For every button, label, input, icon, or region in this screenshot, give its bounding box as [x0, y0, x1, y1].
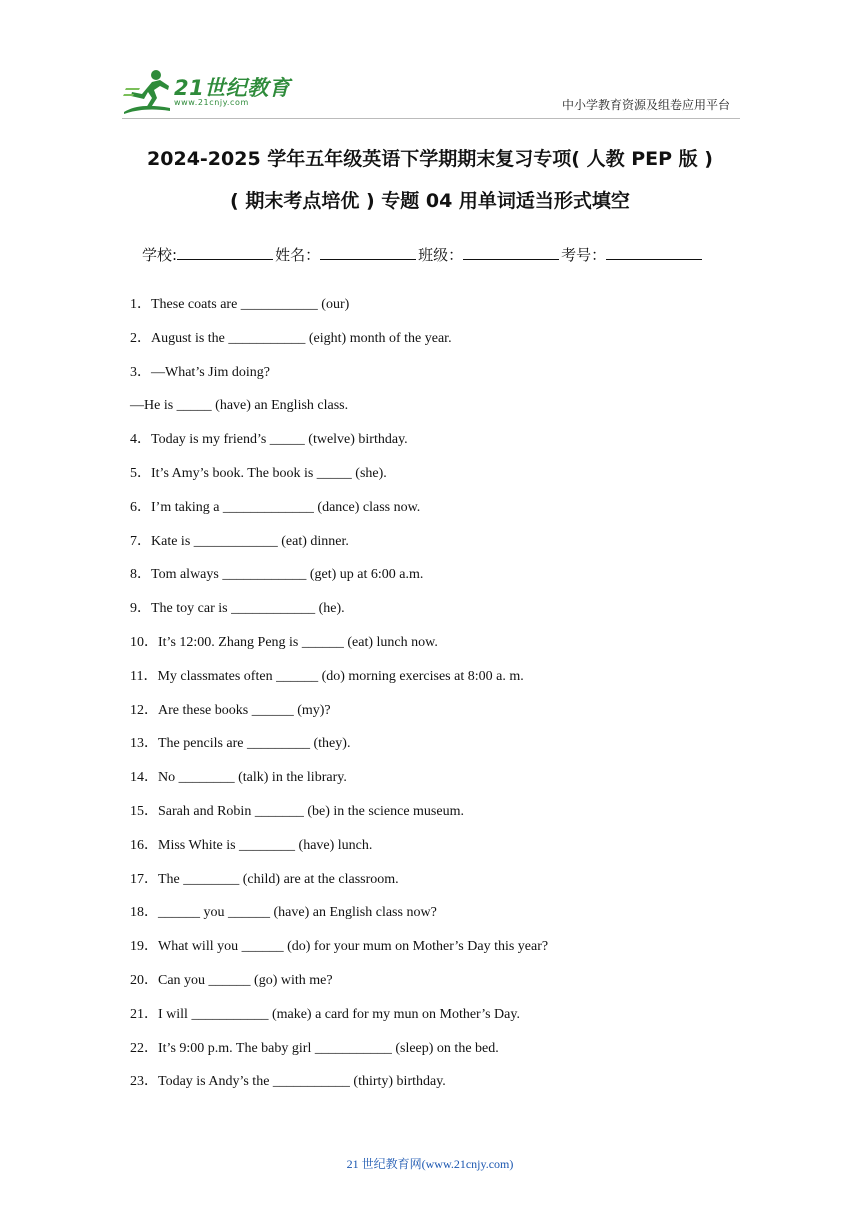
header-divider — [122, 118, 740, 119]
number-field[interactable] — [606, 245, 702, 260]
question-item: 6．I’m taking a _____________ (dance) class now. — [130, 499, 421, 515]
question-item: 12．Are these books ______ (my)? — [130, 702, 331, 718]
runner-icon — [122, 68, 174, 116]
question-item: 20．Can you ______ (go) with me? — [130, 972, 333, 988]
question-item: 18．______ you ______ (have) an English class now? — [130, 905, 437, 921]
question-item: 23．Today is Andy’s the ___________ (thirty) birthday. — [130, 1074, 446, 1090]
class-label: 班级： — [418, 246, 464, 264]
student-info-line — [142, 244, 704, 265]
question-item: 16．Miss White is ________ (have) lunch. — [130, 837, 373, 853]
question-item: 14．No ________ (talk) in the library. — [130, 770, 347, 786]
question-item: 19．What will you ______ (do) for your mum on Mother’s Day this year? — [130, 939, 549, 955]
question-item: 7．Kate is ____________ (eat) dinner. — [130, 533, 349, 549]
logo — [122, 68, 292, 116]
name-label: 姓名： — [275, 246, 321, 264]
question-item: 17．The ________ (child) are at the classroom. — [130, 871, 399, 887]
question-item: 9．The toy car is ____________ (he). — [130, 601, 345, 617]
logo-url: www.21cnjy.com — [174, 98, 249, 107]
number-label: 考号： — [561, 246, 607, 264]
footer-link[interactable]: 21 世纪教育网(www.21cnjy.com) — [346, 1157, 514, 1171]
school-field[interactable] — [177, 245, 273, 260]
name-field[interactable] — [320, 245, 416, 260]
question-item: 4．Today is my friend’s _____ (twelve) birthday. — [130, 432, 408, 448]
class-field[interactable] — [463, 245, 559, 260]
page-subtitle: ( 期末考点培优 ) 专题 04 用单词适当形式填空 — [230, 190, 630, 212]
page-header — [0, 0, 860, 125]
question-list — [130, 296, 770, 1107]
logo-text: 21世纪教育 — [174, 76, 291, 100]
page-title: 2024-2025 学年五年级英语下学期期末复习专项( 人教 PEP 版 ) — [147, 148, 713, 170]
platform-label: 中小学教育资源及组卷应用平台 — [561, 98, 730, 112]
question-item: 3．—What’s Jim doing? — [130, 364, 270, 380]
school-label: 学校: — [142, 246, 178, 264]
question-item: 1．These coats are ___________ (our) — [130, 297, 350, 312]
question-item: 2．August is the ___________ (eight) month of the year. — [130, 330, 452, 346]
question-item: 15．Sarah and Robin _______ (be) in the science museum. — [130, 803, 464, 819]
question-item: —He is _____ (have) an English class. — [130, 398, 349, 414]
question-item: 13．The pencils are _________ (they). — [130, 736, 351, 752]
question-item: 5．It’s Amy’s book. The book is _____ (she). — [130, 465, 387, 481]
question-item: 8．Tom always ____________ (get) up at 6:00 a.m. — [130, 567, 424, 583]
question-item: 21．I will ___________ (make) a card for my mun on Mother’s Day. — [130, 1006, 520, 1022]
question-item: 22．It’s 9:00 p.m. The baby girl ___________ (sleep) on the bed. — [130, 1040, 499, 1056]
question-item: 11．My classmates often ______ (do) morning exercises at 8:00 a. m. — [130, 668, 524, 684]
question-item: 10．It’s 12:00. Zhang Peng is ______ (eat) lunch now. — [130, 634, 438, 650]
